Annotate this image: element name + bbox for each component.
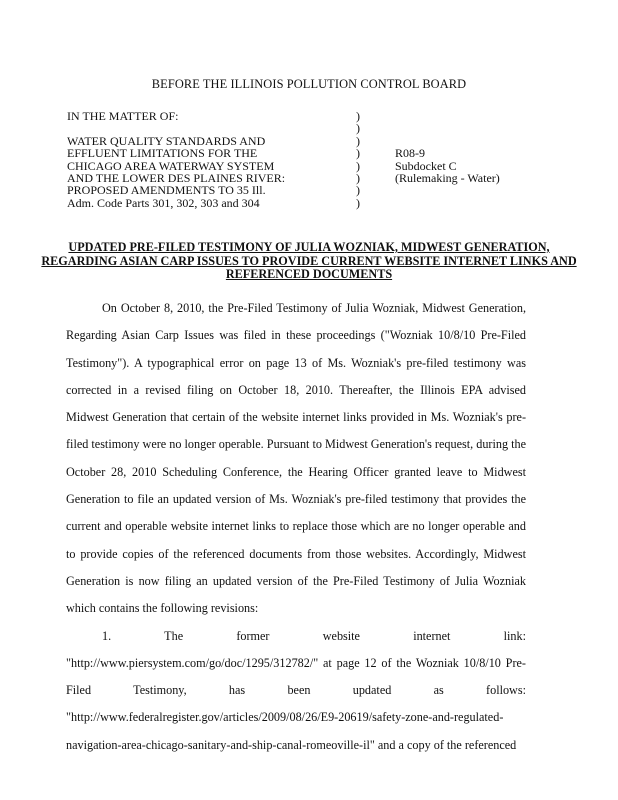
caption-left-text: WATER QUALITY STANDARDS AND [67,133,266,148]
subdocket: Subdocket C [395,158,457,173]
caption-left-text: PROPOSED AMENDMENTS TO 35 Ill. [67,183,266,198]
caption-row [67,147,547,159]
caption-paren: ) [356,195,360,210]
intro-paragraph: On October 8, 2010, the Pre-Filed Testimony of Julia Wozniak, Midwest Generation, Regarding Asian Carp Issues was filed in these proceedings ("Wozniak 10/8/10 Pre-Filed Testimony"). A typographical error on page 13 of Ms. Wozniak's pre-filed testimony was corrected in a revised filing on October 18, 2010. Thereafter, the Illinois EPA advised Midwest Generation that certain of the website internet links provided in Ms. Wozniak's pre-filed testimony were no longer operable. Pursuant to Midwest Generation's request, during the October 28, 2010 Scheduling Conference, the Hearing Officer granted leave to Midwest Generation to file an updated version of Ms. Wozniak's pre-filed testimony that provides the current and operable website internet links to replace those which are no longer operable and to provide copies of the referenced documents from those websites. Accordingly, Midwest Generation is now filing an updated version of the Pre-Filed Testimony of Julia Wozniak which contains the following revisions: [66,301,526,616]
rulemaking-type: (Rulemaking - Water) [395,170,500,185]
caption-row [67,122,547,134]
caption-row [67,197,547,209]
revision-item-1: 1. The former website internet link: "http://www.piersystem.com/go/doc/1295/312782/" at page 12 of the Wozniak 10/8/10 Pre-Filed Testimony, has been updated as follows: "http://www.federalregister.gov/articles/2009/08/26/E9-20619/safety-zone-and-regulated-navigation-area-chicago-sanitary-and-ship-canal-romeoville-il" and a copy of the referenced [66,628,526,752]
docket-number: R08-9 [395,146,425,161]
caption-left-text: IN THE MATTER OF: [67,109,179,123]
caption-row [67,184,547,196]
caption-paren: ) [356,158,360,173]
caption-left-text: EFFLUENT LIMITATIONS FOR THE [67,146,258,161]
caption-left-text: Adm. Code Parts 301, 302, 303 and 304 [67,195,260,210]
caption-left-text: CHICAGO AREA WATERWAY SYSTEM [67,158,275,173]
caption-paren: ) [356,133,360,148]
caption-paren: ) [356,146,360,161]
caption-paren: ) [356,183,360,198]
caption-row [67,110,547,122]
board-title: BEFORE THE ILLINOIS POLLUTION CONTROL BOARD [151,77,467,91]
case-caption [67,110,547,209]
caption-paren: ) [356,121,360,136]
document-title: UPDATED PRE-FILED TESTIMONY OF JULIA WOZNIAK, MIDWEST GENERATION, REGARDING ASIAN CARP ISSUES TO PROVIDE CURRENT WEBSITE INTERNET LINKS AND REFERENCED DOCUMENTS [41,240,577,282]
caption-paren: ) [356,109,360,123]
caption-paren: ) [356,170,360,185]
document-body [66,295,526,759]
caption-left-text: AND THE LOWER DES PLAINES RIVER: [67,170,286,185]
